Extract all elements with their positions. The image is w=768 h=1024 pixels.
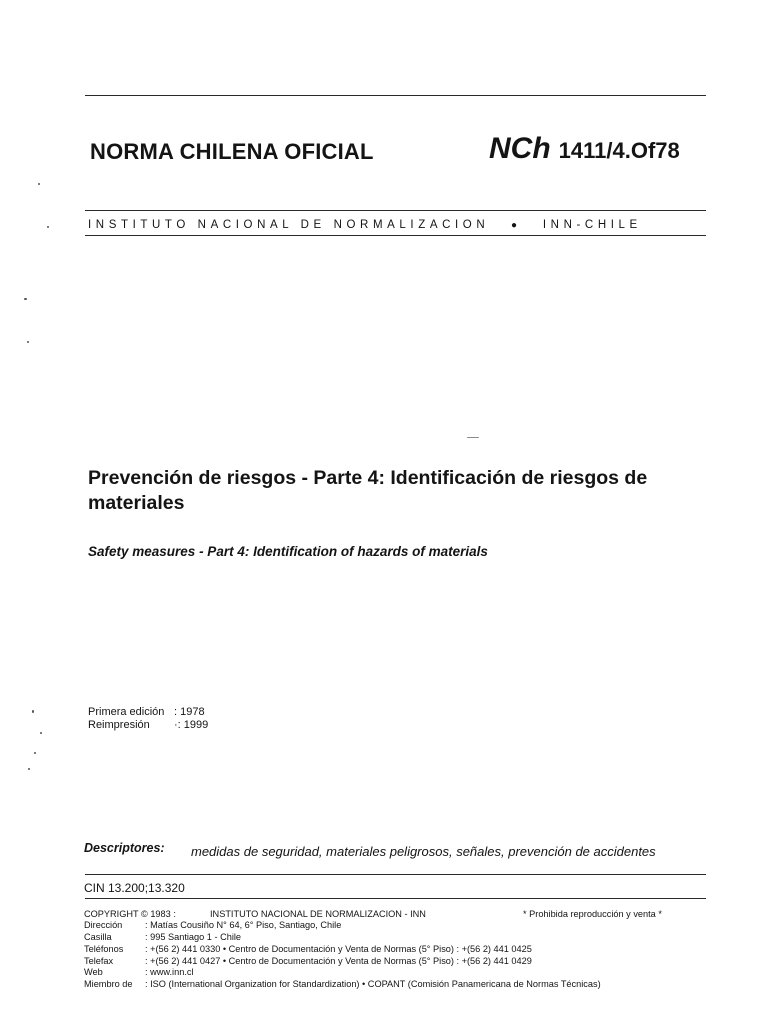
reprint-row <box>88 719 208 731</box>
footer-row-fax <box>84 956 532 967</box>
footer-row-casilla <box>84 932 241 943</box>
scan-speck <box>28 768 30 770</box>
norma-chilena-heading: NORMA CHILENA OFICIAL <box>90 139 374 164</box>
document-title-english: Safety measures - Part 4: Identification of hazards of materials <box>88 544 488 559</box>
cin-code: CIN 13.200;13.320 <box>84 881 185 895</box>
norm-code <box>489 132 680 166</box>
reprint-label: Reimpresión <box>88 719 150 731</box>
institute-bottom-rule <box>85 235 706 236</box>
descriptores-label: Descriptores: <box>84 841 165 855</box>
footer-value: : +(56 2) 441 0427 • Centro de Documentación y Venta de Normas (5° Piso) : +(56 2) 441 0429 <box>145 956 532 966</box>
footer-row-phones <box>84 944 532 955</box>
top-rule <box>85 95 706 96</box>
footer-label: Telefax <box>84 956 114 966</box>
nch-label: NCh <box>489 132 551 165</box>
copyright-label: COPYRIGHT © 1983 : <box>84 909 176 919</box>
institute-name: INSTITUTO NACIONAL DE NORMALIZACION <box>88 219 490 231</box>
footer-value: : 995 Santiago 1 - Chile <box>145 932 242 942</box>
institute-line <box>88 219 694 231</box>
scan-speck <box>467 437 479 438</box>
footer-row-web <box>84 967 194 978</box>
footer-value: : www.inn.cl <box>145 967 194 977</box>
scan-speck <box>38 183 40 185</box>
copyright-holder: INSTITUTO NACIONAL DE NORMALIZACION - INN <box>210 909 426 919</box>
norm-number: 1411/4.Of78 <box>558 138 680 163</box>
footer-row-address <box>84 920 341 931</box>
footer-row-member <box>84 979 601 990</box>
scan-speck <box>32 710 34 713</box>
institute-short-name: INN-CHILE <box>542 219 642 231</box>
cin-top-rule <box>85 874 706 875</box>
edition-value: : 1978 <box>174 706 205 718</box>
bullet-separator: ● <box>511 220 518 231</box>
scan-speck <box>27 341 29 343</box>
footer-label: Miembro de <box>84 979 133 989</box>
cin-bottom-rule <box>85 898 706 899</box>
footer-value: : Matías Cousiño N° 64, 6° Piso, Santiago, Chile <box>145 920 342 930</box>
prohibited-notice: * Prohibida reproducción y venta * <box>523 909 662 919</box>
scan-speck <box>40 732 42 734</box>
footer-label: Dirección <box>84 920 123 930</box>
edition-row <box>88 706 205 718</box>
footer-label: Web <box>84 967 103 977</box>
document-title-spanish: Prevención de riesgos - Parte 4: Identificación de riesgos de materiales <box>88 467 648 514</box>
footer-value: : ISO (International Organization for Standardization) • COPANT (Comisión Panamericana de Normas Técnicas) <box>145 979 601 989</box>
footer-label: Casilla <box>84 932 112 942</box>
reprint-value: ·: 1999 <box>174 719 209 731</box>
descriptores-text: medidas de seguridad, materiales peligrosos, señales, prevención de accidentes <box>191 844 656 859</box>
footer-label: Teléfonos <box>84 944 124 954</box>
footer-value: : +(56 2) 441 0330 • Centro de Documentación y Venta de Normas (5° Piso) : +(56 2) 441 0425 <box>145 944 532 954</box>
edition-label: Primera edición <box>88 706 165 718</box>
scan-speck <box>47 226 49 228</box>
scan-speck <box>24 298 27 300</box>
institute-top-rule <box>85 210 706 211</box>
scan-speck <box>34 752 36 754</box>
